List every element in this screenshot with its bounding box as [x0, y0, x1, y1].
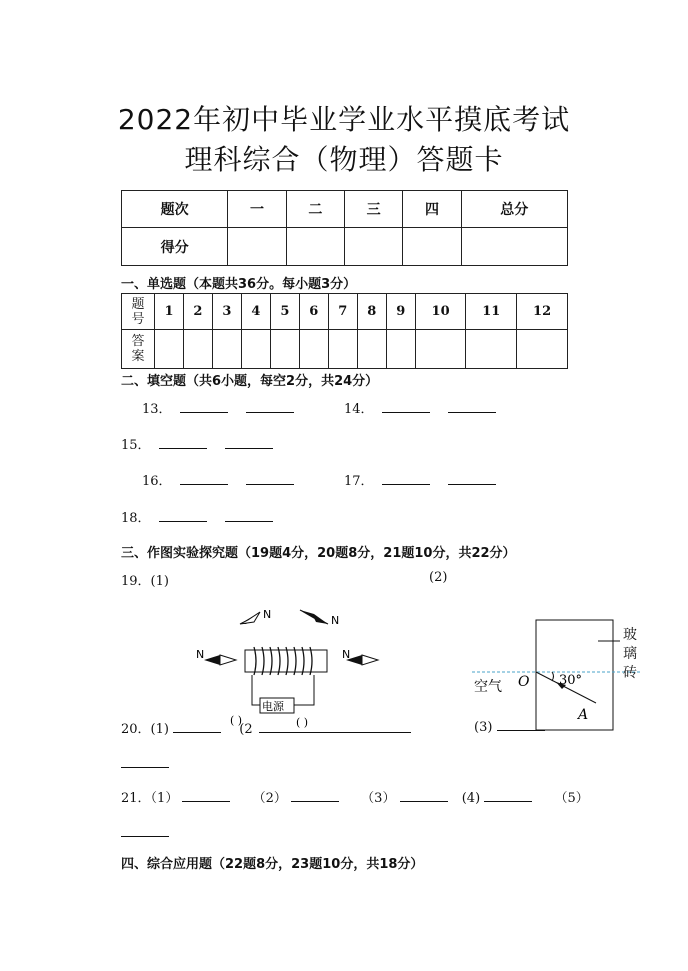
question-number: 6 [299, 294, 328, 330]
q17-line [344, 470, 496, 489]
answer-cell [415, 330, 466, 369]
q13-line [142, 398, 294, 417]
question-number: 9 [386, 294, 415, 330]
q20-3-line [474, 718, 545, 735]
glass-label: 玻璃砖 [623, 627, 637, 681]
q14-line [344, 398, 496, 417]
question-number: 8 [357, 294, 386, 330]
answer-cell [155, 330, 184, 369]
question-number: 12 [517, 294, 568, 330]
n-label: N [196, 648, 205, 661]
blank [159, 436, 207, 449]
blank [173, 720, 221, 733]
q14-label: 14． [344, 402, 374, 417]
blank [225, 436, 273, 449]
score-header-cell: 三 [344, 191, 402, 228]
question-number: 4 [241, 294, 270, 330]
q20-2-label: (2 [239, 722, 253, 737]
paren-blank: ( ) [296, 716, 309, 728]
answer-cell [270, 330, 299, 369]
q19-1-label: 19．(1) [121, 574, 169, 589]
q20-line [121, 718, 411, 737]
blank [448, 472, 496, 485]
answer-cell [299, 330, 328, 369]
score-row-label: 得分 [122, 228, 228, 266]
compass-icon [300, 610, 328, 624]
blank [484, 789, 532, 802]
air-label: 空气 [474, 679, 502, 695]
n-label: N [331, 614, 340, 627]
score-header-cell: 题次 [122, 191, 228, 228]
q15-label: 15． [121, 438, 151, 453]
exam-subtitle: 理科综合（物理）答题卡 [184, 143, 504, 176]
answer-cell [517, 330, 568, 369]
blank [246, 472, 294, 485]
power-label: 电源 [262, 700, 284, 713]
q21-continuation-blank [121, 836, 169, 837]
blank [180, 472, 228, 485]
q21-line [121, 787, 589, 806]
score-header-cell: 一 [228, 191, 286, 228]
q15-line [121, 434, 273, 453]
answer-cell [212, 330, 241, 369]
q13-label: 13． [142, 402, 172, 417]
question-number-label: 题号 [122, 294, 155, 330]
q21-2-label: （2） [252, 791, 287, 806]
blank [291, 789, 339, 802]
question-number: 7 [328, 294, 357, 330]
point-a-label: A [578, 707, 589, 723]
q20-continuation-blank [121, 767, 169, 768]
section3-heading: 三、作图实验探究题（19题4分，20题8分，21题10分，共22分） [121, 546, 516, 561]
q21-3-label: （3） [361, 791, 396, 806]
compass-icon [240, 612, 260, 624]
q16-line [142, 470, 294, 489]
compass-icon [204, 655, 236, 665]
answer-cell [466, 330, 517, 369]
n-label: N [263, 608, 272, 621]
score-cell [286, 228, 344, 266]
q21-1-label: 21．（1） [121, 791, 179, 806]
blank [400, 789, 448, 802]
blank [497, 718, 545, 731]
iron-core [245, 650, 327, 672]
q20-1-label: 20．(1) [121, 722, 169, 737]
angle-label: 30° [559, 673, 583, 688]
blank [182, 789, 230, 802]
section2-heading: 二、填空题（共6小题，每空2分，共24分） [121, 374, 379, 389]
question-number: 2 [183, 294, 212, 330]
answer-grid [121, 293, 568, 369]
q18-label: 18． [121, 511, 151, 526]
blank [259, 720, 411, 733]
q19-2-label: (2) [429, 570, 448, 585]
q21-4-label: (4) [461, 791, 481, 806]
question-number: 10 [415, 294, 466, 330]
score-cell [344, 228, 402, 266]
score-table [121, 190, 568, 266]
answer-cell [183, 330, 212, 369]
q21-5-label: （5） [554, 791, 589, 806]
compass-icon [346, 655, 378, 665]
exam-title: 2022年初中毕业学业水平摸底考试 [117, 103, 571, 136]
q16-label: 16． [142, 474, 172, 489]
section1-heading: 一、单选题（本题共36分。每小题3分） [121, 277, 357, 292]
point-o-label: O [518, 674, 530, 690]
blank [225, 509, 273, 522]
blank [448, 400, 496, 413]
q17-label: 17． [344, 474, 374, 489]
blank [180, 400, 228, 413]
section4-heading: 四、综合应用题（22题8分，23题10分，共18分） [121, 857, 424, 872]
answer-cell [357, 330, 386, 369]
blank [382, 400, 430, 413]
q18-line [121, 507, 273, 526]
answer-cell [386, 330, 415, 369]
score-header-cell: 四 [403, 191, 461, 228]
answer-cell [328, 330, 357, 369]
answer-cell [241, 330, 270, 369]
question-number: 5 [270, 294, 299, 330]
answer-label: 答案 [122, 330, 155, 369]
paren-blank: ( ) [230, 714, 243, 727]
question-number: 3 [212, 294, 241, 330]
score-cell [228, 228, 286, 266]
n-label: N [342, 648, 351, 661]
score-header-cell: 二 [286, 191, 344, 228]
question-number: 11 [466, 294, 517, 330]
blank [382, 472, 430, 485]
score-cell [461, 228, 567, 266]
q20-3-label: (3) [474, 720, 493, 735]
question-number: 1 [155, 294, 184, 330]
blank [159, 509, 207, 522]
score-header-cell: 总分 [461, 191, 567, 228]
score-cell [403, 228, 461, 266]
solenoid-figure [190, 598, 390, 728]
blank [246, 400, 294, 413]
